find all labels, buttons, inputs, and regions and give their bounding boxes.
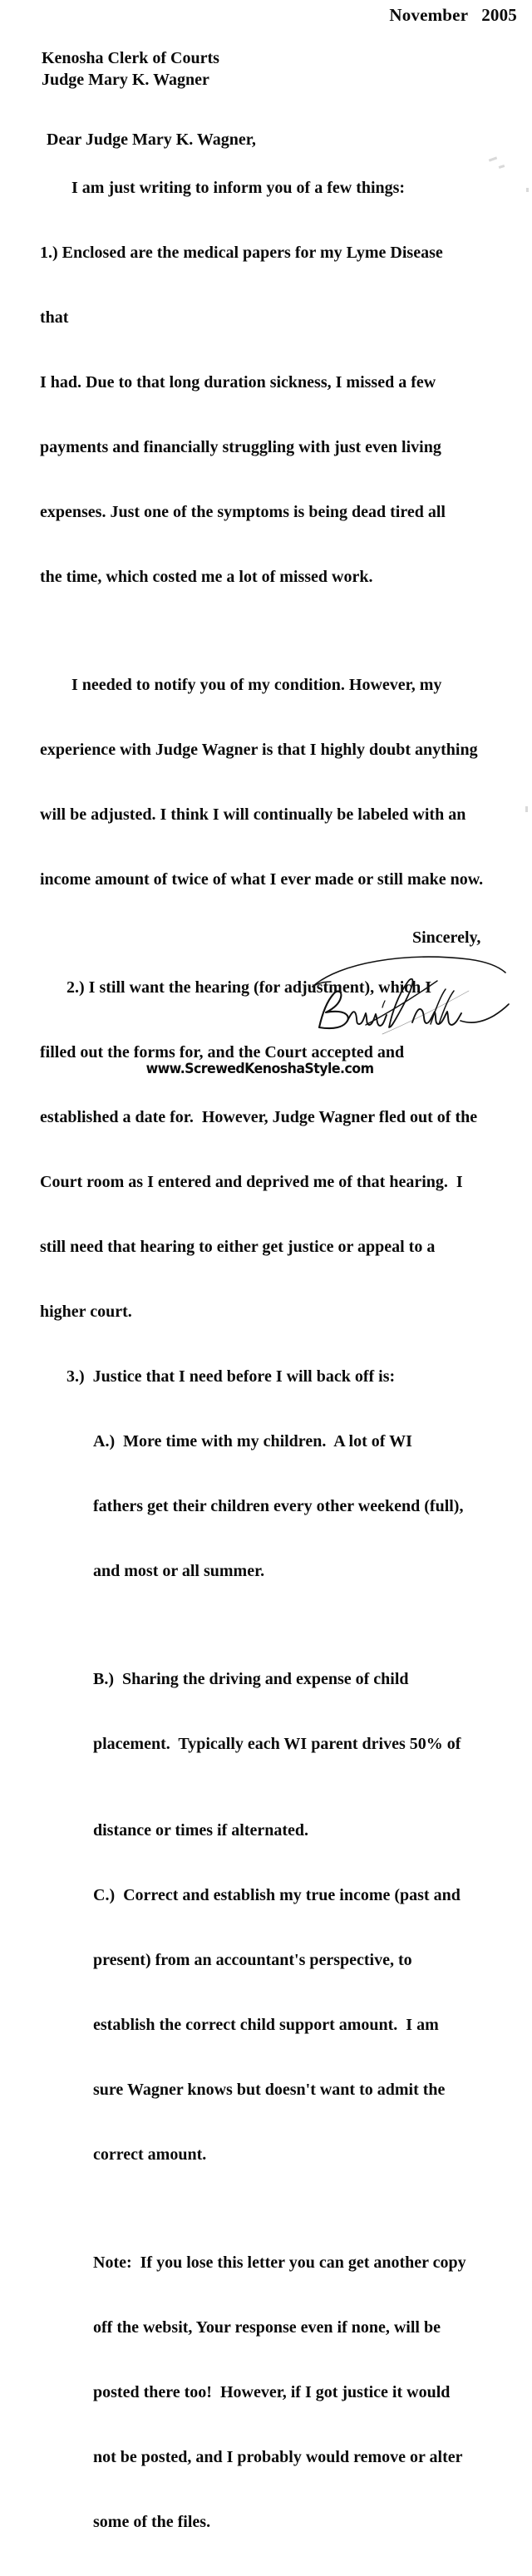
body-item-3-heading: 3.) Justice that I need before I will back off is: [66, 1367, 396, 1386]
signature-image [306, 948, 514, 1037]
body-item-2: 2.) I still want the hearing (for adjustment), which I filled out the forms for, and the Court accepted and established a date for. However, Judge Wagner fled out of the Court room as I entered and deprived me of that hearing. I still need that hearing to either get justice or appeal to a higher court. [40, 978, 478, 1321]
body-item-1: 1.) Enclosed are the medical papers for my Lyme Disease that I had. Due to that long duration sickness, I missed a few payments and financially struggling with just even living expenses. Just one of the symptoms is being dead tired all the time, which costed me a lot of missed work. [40, 244, 446, 586]
body-sub-item-a: A.) More time with my children. A lot of WI fathers get their children every other weekend (full), and most or all summer. [93, 1432, 464, 1580]
body-sub-item-b: B.) Sharing the driving and expense of child placement. Typically each WI parent drives 50% of [93, 1670, 461, 1753]
body-note: Note: If you lose this letter you can get another copy off the websit, Your response even if none, will be posted there too! However, if I got justice it would not be posted, and I probably would remove or alter some of the files. [93, 2253, 466, 2531]
addressee-block [42, 47, 219, 91]
addressee-line-1: Kenosha Clerk of Courts [42, 49, 219, 67]
closing-line: Sincerely, [412, 928, 481, 947]
scan-speckle [499, 165, 505, 169]
body-blank-line [40, 1798, 512, 1820]
salutation: Dear Judge Mary K. Wagner, [47, 131, 256, 149]
date-line: November 2005 [389, 5, 517, 25]
letter-body [40, 177, 512, 2576]
addressee-line-2: Judge Mary K. Wagner [42, 71, 209, 89]
scan-speckle [526, 188, 529, 192]
scan-speckle [489, 156, 497, 161]
body-sub-item-c: C.) Correct and establish my true income (past and present) from an accountant's perspective, to establish the correct child support amount. I am sure Wagner knows but doesn't want to admit the correct amount. [93, 1886, 461, 2164]
body-intro: I am just writing to inform you of a few things: [71, 179, 406, 197]
body-sub-item-b-continued: distance or times if alternated. [93, 1821, 309, 1840]
footer-website-url: www.ScrewedKenoshaStyle.com [145, 1061, 374, 1077]
body-paragraph-2: I needed to notify you of my condition. However, my experience with Judge Wagner is that I highly doubt anything will be adjusted. I think I will continually be labeled with an income amount of twice of what I ever made or still make now. [40, 676, 484, 889]
scan-speckle [525, 806, 528, 812]
